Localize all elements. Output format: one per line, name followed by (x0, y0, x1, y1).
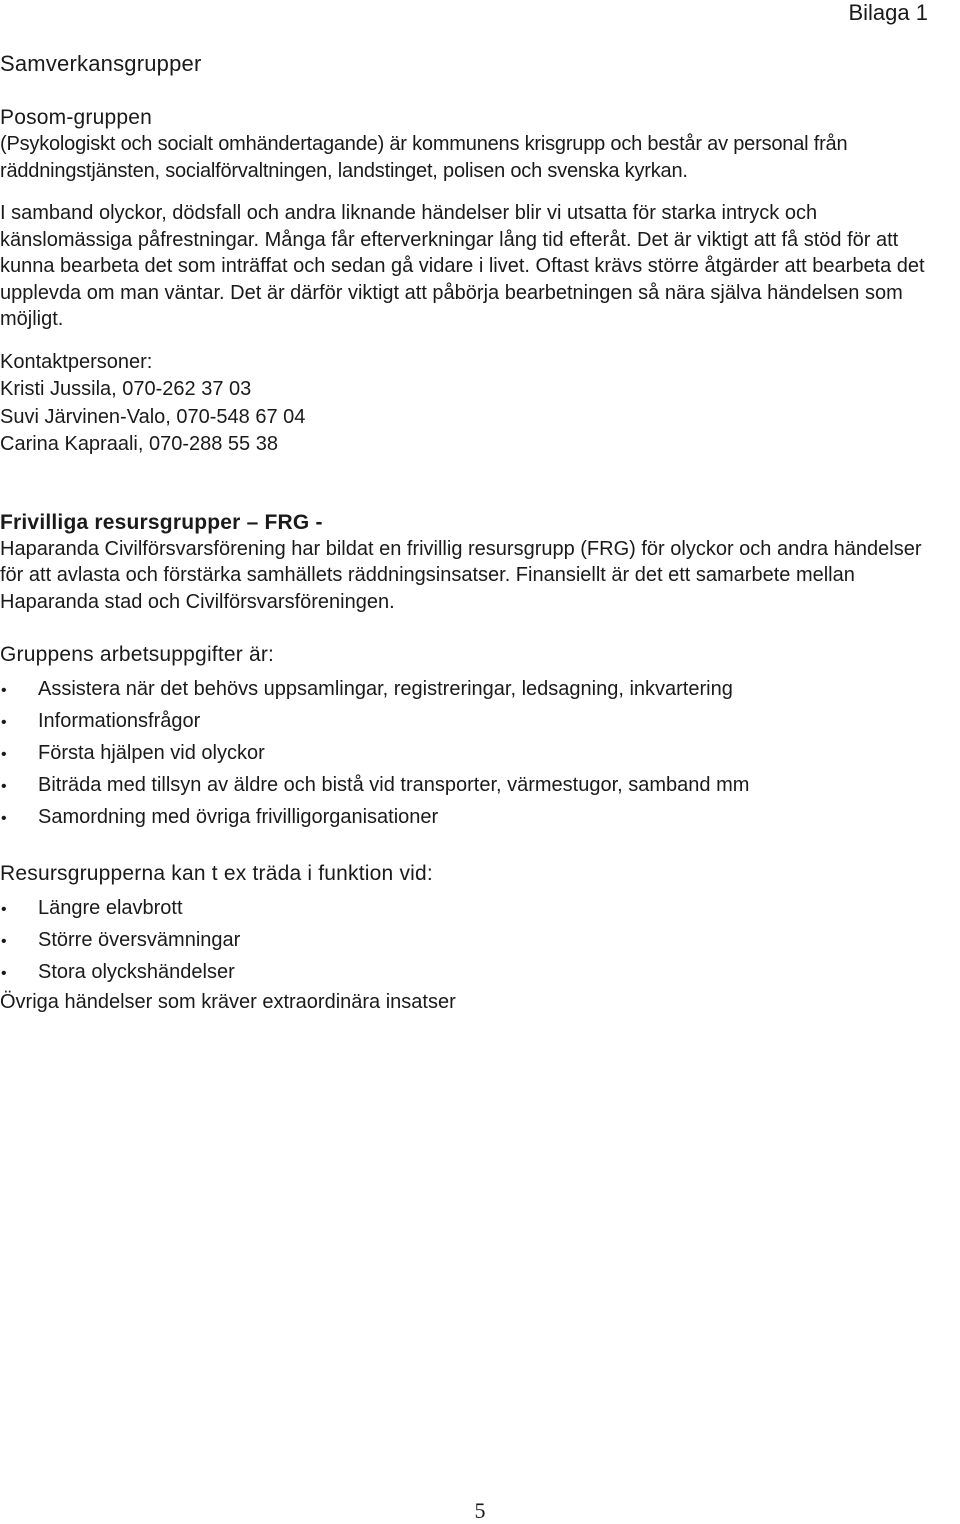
bullet-icon: • (1, 965, 7, 982)
document-title: Samverkansgrupper (0, 51, 202, 76)
tasks-heading: Gruppens arbetsuppgifter är: (0, 643, 275, 666)
contact-person: Carina Kapraali, 070-288 55 38 (0, 433, 278, 455)
list-item-text: Större översvämningar (38, 929, 241, 951)
contacts-block (0, 349, 950, 459)
closing-line: Övriga händelser som kräver extraordinära insatser (0, 991, 456, 1013)
list-item-text: Biträda med tillsyn av äldre och bistå vid transporter, värmestugor, samband mm (38, 774, 750, 796)
bullet-icon: • (1, 746, 7, 763)
posom-body-paragraph: I samband olyckor, dödsfall och andra liknande händelser blir vi utsatta för starka intryck och känslomässiga påfrestningar. Många får efterverkningar lång tid efteråt. Det är viktigt att få stöd för att kunna bearbeta det som inträffat och sedan gå vidare i livet. Oftast krävs större åtgärder att bearbeta det upplevda om man väntar. Det är därför viktigt att påbörja bearbetningen så nära själva händelsen som möjligt. (0, 202, 925, 330)
list-item (0, 802, 950, 834)
posom-section (0, 104, 950, 459)
list-item (0, 738, 950, 770)
posom-heading: Posom-gruppen (0, 106, 153, 129)
list-item-text: Assistera när det behövs uppsamlingar, registreringar, ledsagning, inkvartering (38, 678, 733, 700)
posom-intro-paragraph: (Psykologiskt och socialt omhändertagande) är kommunens krisgrupp och består av personal från räddningstjänsten, socialförvaltningen, landstinget, polisen och svenska kyrkan. (0, 133, 848, 182)
list-item (0, 893, 950, 925)
tasks-list (0, 674, 950, 834)
contact-person: Suvi Järvinen-Valo, 070-548 67 04 (0, 405, 306, 428)
list-item (0, 770, 950, 802)
bullet-icon: • (1, 901, 7, 918)
appendix-label: Bilaga 1 (848, 0, 928, 25)
list-item (0, 674, 950, 706)
functions-list (0, 893, 950, 989)
frg-heading: Frivilliga resursgrupper – FRG - (0, 510, 323, 534)
bullet-icon: • (1, 778, 7, 795)
bullet-icon: • (1, 933, 7, 950)
list-item (0, 925, 950, 957)
list-item (0, 706, 950, 738)
list-item-text: Informationsfrågor (38, 710, 201, 732)
bullet-icon: • (1, 682, 7, 699)
list-item (0, 957, 950, 989)
bullet-icon: • (1, 810, 7, 827)
frg-section (0, 509, 950, 1016)
page-number: 5 (474, 1498, 486, 1523)
contact-person: Kristi Jussila, 070-262 37 03 (0, 378, 252, 400)
document-content (0, 50, 950, 1016)
list-item-text: Samordning med övriga frivilligorganisationer (38, 806, 439, 828)
functions-heading: Resursgrupperna kan t ex träda i funktion vid: (0, 862, 433, 885)
bullet-icon: • (1, 714, 7, 731)
list-item-text: Stora olyckshändelser (38, 961, 235, 983)
list-item-text: Första hjälpen vid olyckor (38, 742, 265, 764)
frg-body-paragraph: Haparanda Civilförsvarsförening har bildat en frivillig resursgrupp (FRG) för olyckor och andra händelser för att avlasta och förstärka samhällets räddningsinsatser. Finansiellt är det ett samarbete mellan Haparanda stad och Civilförsvarsföreningen. (0, 537, 922, 613)
list-item-text: Längre elavbrott (38, 897, 183, 919)
contacts-label: Kontaktpersoner: (0, 350, 153, 373)
